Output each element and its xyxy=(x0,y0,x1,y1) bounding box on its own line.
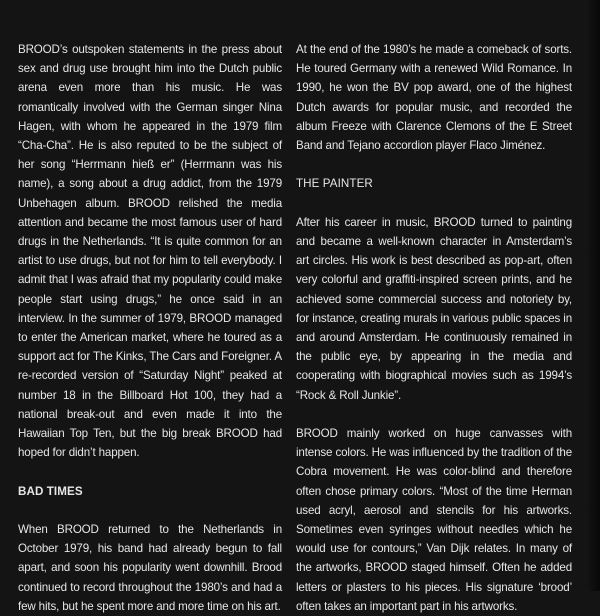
left-column xyxy=(18,40,282,616)
heading-bad-times: BAD TIMES xyxy=(18,484,83,498)
paragraph-return: When BROOD returned to the Netherlands in October 1979, his band had already begun to fall apart, and soon his popularity went downhill. Brood continued to record throughout the 1980’s and had a few hits, but he spent more and more time on his art. xyxy=(18,523,282,613)
heading-the-painter: THE PAINTER xyxy=(296,177,373,191)
paragraph-comeback: At the end of the 1980’s he made a comeback of sorts. He toured Germany with a renewed Wild Romance. In 1990, he won the BV pop award, one of the highest Dutch awards for popular music, and recorded the album Freeze with Clarence Clemons of the E Street Band and Tejano accordion player Flaco Jiménez. xyxy=(296,43,572,153)
paragraph-drug-use: BROOD’s outspoken statements in the press about sex and drug use brought him into the Dutch public arena even more than his music. He was romantically involved with the German singer Nina Hagen, with whom he appeared in the 1979 film “Cha-Cha”. He is also reputed to be the subject of her song “Herrmann hieß er” (Herrmann was his name), a song about a drug addict, from the 1979 Unbehagen album. BROOD relished the media attention and became the most famous user of hard drugs in the Netherlands. “It is quite common for an artist to use drugs, but not for him to tell everybody. I admit that I was afraid that my popularity could make people start using drugs,” he once said in an interview. In the summer of 1979, BROOD managed to enter the American market, where he toured as a support act for The Kinks, The Cars and Foreigner. A re-recorded version of “Saturday Night” peaked at number 18 in the Billboard Hot 100, they had a national break-out and even made it into the Hawaiian Top Ten, but the big break BROOD had hoped for didn’t happen. xyxy=(18,43,282,460)
paragraph-canvasses: BROOD mainly worked on huge canvasses with intense colors. He was influenced by the tradition of the Cobra movement. He was color-blind and therefore often chose primary colors. “Most of the time Herman used acryl, aerosol and stencils for his artworks. Sometimes even syringes without needles which he would use for contours,” Van Dijk relates. In many of the artworks, BROOD staged himself. Often he added letters or plasters to his pieces. His signature ‘brood’ often takes an important part in his artworks. xyxy=(296,427,572,613)
page-edge-shadow xyxy=(586,0,600,591)
right-column xyxy=(296,40,572,616)
paragraph-painting-career: After his career in music, BROOD turned to painting and became a well-known character in Amsterdam’s art circles. His work is best described as pop-art, often very colorful and graffiti-inspired screen prints, and he achieved some commercial success and notoriety by, for instance, creating murals in various public spaces in and around Amsterdam. He continuously remained in the public eye, by appearing in the media and cooperating with biographical movies such as 1994’s “Rock & Roll Junkie”. xyxy=(296,215,572,402)
